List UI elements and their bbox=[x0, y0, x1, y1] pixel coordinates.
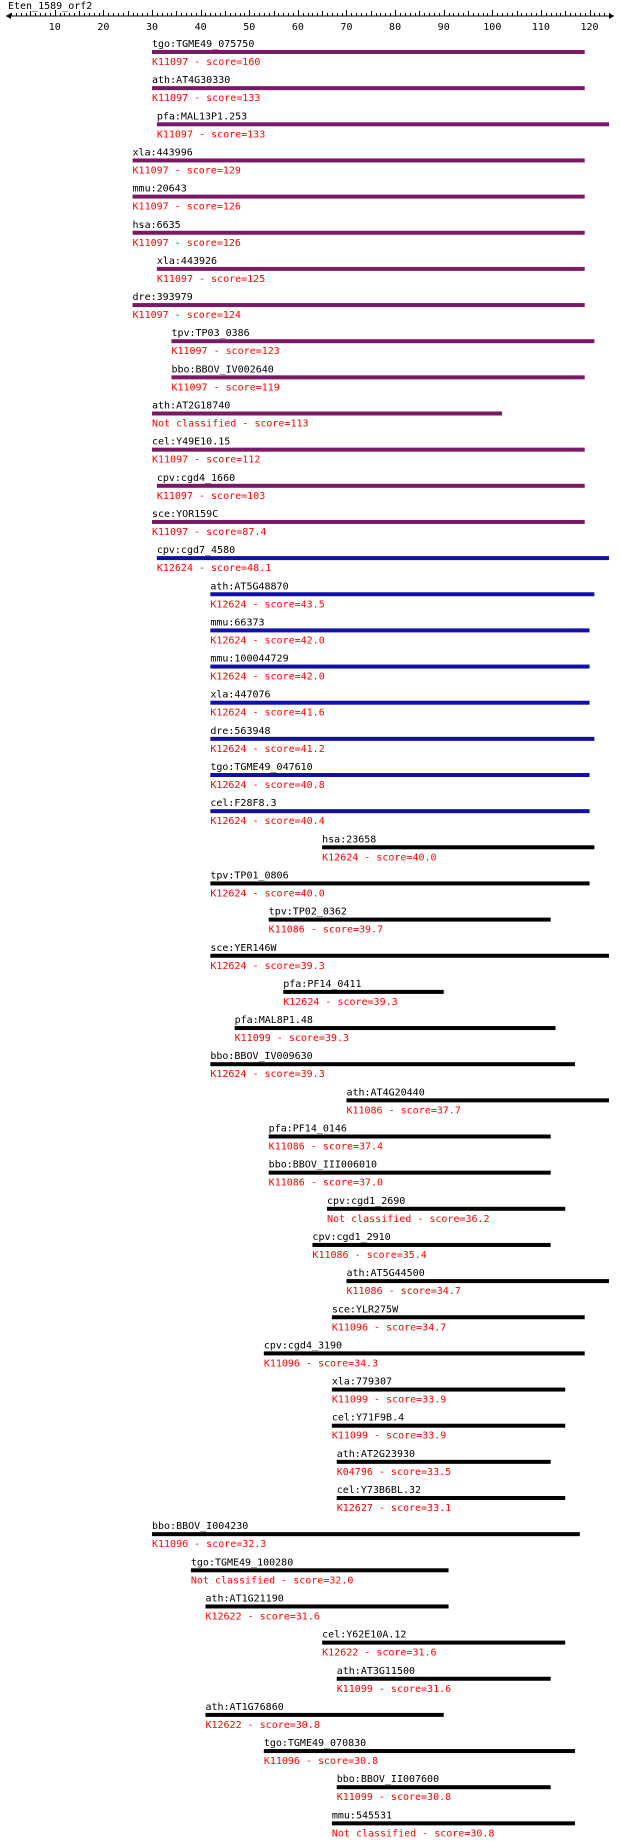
hit-annotation[interactable]: K12624 - score=40.8 bbox=[210, 780, 325, 791]
hit-annotation[interactable]: K11099 - score=31.6 bbox=[336, 1683, 452, 1695]
hit-row[interactable] bbox=[346, 1087, 609, 1116]
hit-bar[interactable] bbox=[337, 1496, 566, 1500]
hit-bar[interactable] bbox=[210, 701, 589, 705]
hit-name[interactable]: sce:YER146W bbox=[210, 942, 277, 954]
hit-row[interactable] bbox=[283, 979, 443, 1008]
axis-tick-label: 60 bbox=[291, 22, 304, 33]
hit-name[interactable]: cpv:cgd4_1660 bbox=[156, 472, 236, 484]
hit-name[interactable]: cpv:cgd1_2690 bbox=[327, 1195, 406, 1207]
hit-row[interactable] bbox=[152, 437, 585, 466]
hit-bar[interactable] bbox=[210, 592, 594, 596]
hit-list bbox=[133, 39, 609, 1839]
hit-name[interactable]: cel:Y49E10.15 bbox=[151, 436, 231, 448]
hit-bar[interactable] bbox=[133, 195, 585, 199]
hit-bar[interactable] bbox=[157, 556, 609, 560]
hit-name[interactable]: ath:AT1G76860 bbox=[205, 1701, 284, 1713]
hit-annotation[interactable]: K11096 - score=30.8 bbox=[263, 1756, 379, 1768]
hit-name[interactable]: pfa:PF14_0146 bbox=[268, 1123, 347, 1135]
hit-row[interactable] bbox=[269, 907, 551, 936]
hit-row[interactable] bbox=[210, 654, 589, 683]
hit-name[interactable]: hsa:6635 bbox=[132, 219, 181, 231]
hit-bar[interactable] bbox=[210, 954, 609, 958]
hit-name[interactable]: cpv:cgd4_3190 bbox=[263, 1340, 343, 1352]
hit-name[interactable]: cpv:cgd1_2910 bbox=[312, 1231, 391, 1243]
hit-bar[interactable] bbox=[152, 1532, 580, 1536]
hit-name[interactable]: pfa:MAL8P1.48 bbox=[234, 1015, 313, 1027]
hit-bar[interactable] bbox=[332, 1388, 565, 1392]
hit-annotation[interactable]: K11097 - score=133 bbox=[156, 129, 266, 141]
hit-bar[interactable] bbox=[346, 1098, 609, 1102]
hit-bar[interactable] bbox=[171, 339, 594, 343]
hit-row[interactable] bbox=[269, 1160, 551, 1189]
hit-row[interactable] bbox=[152, 1521, 580, 1550]
hit-bar[interactable] bbox=[133, 303, 585, 307]
hit-row[interactable] bbox=[235, 1015, 556, 1044]
hit-name[interactable]: xla:779307 bbox=[331, 1376, 393, 1388]
hit-annotation[interactable]: K11097 - score=112 bbox=[151, 454, 261, 466]
hit-row[interactable] bbox=[337, 1485, 566, 1514]
hit-row[interactable] bbox=[152, 509, 585, 538]
hit-annotation[interactable]: K11097 - score=124 bbox=[132, 310, 241, 322]
hit-row[interactable] bbox=[332, 1377, 565, 1406]
hit-bar[interactable] bbox=[283, 990, 443, 994]
hit-annotation[interactable]: K11097 - score=123 bbox=[171, 346, 280, 358]
hit-name[interactable]: tgo:TGME49_047610 bbox=[210, 762, 313, 773]
axis-arrow-left-icon bbox=[6, 13, 11, 19]
hit-bar[interactable] bbox=[327, 1207, 565, 1211]
hit-name[interactable]: xla:443926 bbox=[156, 255, 218, 267]
hit-row[interactable] bbox=[210, 943, 609, 972]
hit-annotation[interactable]: K11097 - score=119 bbox=[171, 382, 280, 394]
hit-name[interactable]: ath:AT4G20440 bbox=[346, 1087, 425, 1099]
hit-bar[interactable] bbox=[264, 1749, 575, 1753]
hit-name[interactable]: sce:YOR159C bbox=[151, 508, 219, 520]
hit-annotation[interactable]: K12622 - score=30.8 bbox=[205, 1719, 320, 1731]
hit-bar[interactable] bbox=[337, 1460, 551, 1464]
hit-row[interactable] bbox=[133, 147, 585, 176]
hit-name[interactable]: ath:AT2G23930 bbox=[336, 1448, 416, 1460]
hit-row[interactable] bbox=[346, 1268, 609, 1297]
hit-row[interactable] bbox=[332, 1810, 575, 1839]
hit-annotation[interactable]: K11099 - score=33.9 bbox=[331, 1430, 447, 1442]
hit-annotation[interactable]: K12622 - score=31.6 bbox=[322, 1647, 437, 1659]
hit-annotation[interactable]: K11096 - score=34.3 bbox=[263, 1358, 379, 1370]
hit-row[interactable] bbox=[205, 1593, 448, 1622]
hit-annotation[interactable]: K11097 - score=133 bbox=[151, 93, 261, 105]
hit-name[interactable]: ath:AT3G11500 bbox=[336, 1665, 416, 1677]
hit-annotation[interactable]: K11096 - score=34.7 bbox=[331, 1322, 447, 1334]
hit-name[interactable]: mmu:100044729 bbox=[210, 653, 289, 665]
hit-row[interactable] bbox=[332, 1304, 585, 1333]
hit-bar[interactable] bbox=[152, 448, 585, 452]
hit-annotation[interactable]: Not classified - score=113 bbox=[151, 418, 309, 430]
hit-bar[interactable] bbox=[152, 520, 585, 524]
hit-bar[interactable] bbox=[346, 1279, 609, 1283]
hit-row[interactable] bbox=[264, 1340, 585, 1369]
hit-row[interactable] bbox=[157, 545, 609, 574]
hit-row[interactable] bbox=[171, 328, 594, 357]
hit-row[interactable] bbox=[210, 690, 589, 719]
hit-bar[interactable] bbox=[152, 50, 585, 54]
axis-tick-label: 70 bbox=[340, 22, 353, 33]
hit-row[interactable] bbox=[210, 870, 589, 899]
hit-bar[interactable] bbox=[269, 918, 551, 922]
hit-bar[interactable] bbox=[235, 1026, 556, 1030]
axis-tick-label: 100 bbox=[483, 22, 502, 33]
hit-annotation[interactable]: K11086 - score=37.7 bbox=[346, 1105, 461, 1117]
hit-name[interactable]: bbo:BBOV_I004230 bbox=[151, 1521, 249, 1533]
hit-name[interactable]: ath:AT5G48870 bbox=[210, 581, 289, 593]
hit-row[interactable] bbox=[264, 1738, 575, 1767]
hit-name[interactable]: ath:AT1G21190 bbox=[205, 1593, 284, 1605]
hit-name[interactable]: cel:Y62E10A.12 bbox=[322, 1629, 407, 1641]
hit-bar[interactable] bbox=[152, 86, 585, 90]
hit-row[interactable] bbox=[157, 111, 609, 140]
hit-name[interactable]: dre:393979 bbox=[132, 292, 193, 304]
hit-annotation[interactable]: K12624 - score=40.4 bbox=[210, 816, 325, 828]
hit-row[interactable] bbox=[210, 762, 589, 791]
axis-tick-label: 80 bbox=[389, 22, 402, 33]
hit-annotation[interactable]: K11086 - score=35.4 bbox=[312, 1249, 427, 1261]
hit-annotation[interactable]: K12624 - score=48.1 bbox=[156, 563, 272, 575]
hit-annotation[interactable]: K11086 - score=34.7 bbox=[346, 1286, 461, 1298]
hit-annotation[interactable]: K11099 - score=33.9 bbox=[331, 1394, 447, 1406]
hit-bar[interactable] bbox=[337, 1785, 551, 1789]
hit-name[interactable]: cel:Y73B6BL.32 bbox=[336, 1485, 422, 1496]
hit-bar[interactable] bbox=[332, 1821, 575, 1825]
hit-row[interactable] bbox=[210, 617, 589, 646]
hit-annotation[interactable]: K11097 - score=103 bbox=[156, 490, 266, 502]
hit-annotation[interactable]: K11097 - score=87.4 bbox=[151, 526, 267, 538]
hit-bar[interactable] bbox=[205, 1604, 448, 1608]
hit-name[interactable]: tpv:TP02_0362 bbox=[268, 906, 347, 918]
hit-name[interactable]: cel:F28F8.3 bbox=[210, 798, 277, 810]
hit-bar[interactable] bbox=[133, 231, 585, 235]
hit-bar[interactable] bbox=[210, 737, 594, 741]
hit-name[interactable]: dre:563948 bbox=[210, 725, 271, 737]
hit-bar[interactable] bbox=[337, 1677, 551, 1681]
axis-tick-label: 40 bbox=[194, 22, 207, 33]
hit-row[interactable] bbox=[171, 364, 584, 393]
hit-name[interactable]: bbo:BBOV_II007600 bbox=[336, 1774, 440, 1786]
hit-bar[interactable] bbox=[210, 881, 589, 885]
hit-annotation[interactable]: K12627 - score=33.1 bbox=[336, 1503, 452, 1514]
hit-bar[interactable] bbox=[210, 773, 589, 777]
hit-bar[interactable] bbox=[264, 1351, 585, 1355]
hit-bar[interactable] bbox=[210, 809, 589, 813]
hit-name[interactable]: pfa:MAL13P1.253 bbox=[156, 111, 248, 123]
hit-annotation[interactable]: Not classified - score=32.0 bbox=[190, 1575, 354, 1587]
hit-row[interactable] bbox=[133, 292, 585, 321]
hit-bar[interactable] bbox=[322, 1641, 565, 1645]
hit-bar[interactable] bbox=[210, 1062, 575, 1066]
hit-bar[interactable] bbox=[210, 628, 589, 632]
query-title: Eten_1589_orf2 bbox=[8, 1, 93, 12]
hit-annotation[interactable]: K12624 - score=43.5 bbox=[210, 599, 325, 611]
hit-row[interactable] bbox=[191, 1557, 449, 1586]
hit-annotation[interactable]: K12624 - score=40.0 bbox=[322, 852, 437, 864]
hit-bar[interactable] bbox=[332, 1424, 565, 1428]
hit-name[interactable]: bbo:BBOV_III006010 bbox=[268, 1159, 378, 1171]
hit-bar[interactable] bbox=[269, 1171, 551, 1175]
position-axis bbox=[6, 10, 614, 33]
hit-bar[interactable] bbox=[191, 1568, 449, 1572]
hit-name[interactable]: tpv:TP01_0806 bbox=[210, 870, 289, 882]
hit-name[interactable]: tgo:TGME49_070830 bbox=[263, 1738, 367, 1750]
hit-annotation[interactable]: K12622 - score=31.6 bbox=[205, 1611, 320, 1623]
hit-name[interactable]: ath:AT2G18740 bbox=[151, 400, 231, 412]
hit-annotation[interactable]: K11099 - score=30.8 bbox=[336, 1792, 452, 1804]
hit-row[interactable] bbox=[133, 220, 585, 249]
hit-bar[interactable] bbox=[210, 665, 589, 669]
hit-name[interactable]: mmu:20643 bbox=[132, 183, 187, 195]
hit-row[interactable] bbox=[157, 473, 585, 502]
hit-name[interactable]: tgo:TGME49_100280 bbox=[190, 1557, 294, 1569]
axis-tick-label: 10 bbox=[48, 22, 61, 33]
hit-bar[interactable] bbox=[152, 412, 502, 416]
hit-annotation[interactable]: K12624 - score=41.2 bbox=[210, 743, 325, 755]
hit-annotation[interactable]: K12624 - score=39.3 bbox=[210, 960, 325, 972]
hit-bar[interactable] bbox=[171, 375, 584, 379]
hit-annotation[interactable]: K11097 - score=160 bbox=[151, 57, 261, 68]
hit-name[interactable]: cel:Y71F9B.4 bbox=[331, 1412, 405, 1424]
hit-row[interactable] bbox=[133, 184, 585, 213]
hit-annotation[interactable]: K11097 - score=125 bbox=[156, 273, 266, 285]
hit-name[interactable]: hsa:23658 bbox=[322, 834, 377, 846]
hit-row[interactable] bbox=[337, 1449, 551, 1478]
axis-tick-label: 110 bbox=[531, 22, 550, 33]
hit-annotation[interactable]: K04796 - score=33.5 bbox=[336, 1466, 452, 1478]
hit-row[interactable] bbox=[269, 1124, 551, 1153]
hit-row[interactable] bbox=[332, 1413, 565, 1442]
hit-row[interactable] bbox=[327, 1196, 565, 1225]
hit-row[interactable] bbox=[312, 1232, 550, 1261]
hit-annotation[interactable]: K11099 - score=39.3 bbox=[234, 1033, 350, 1045]
hit-name[interactable]: sce:YLR275W bbox=[331, 1304, 399, 1316]
hit-name[interactable]: tgo:TGME49_075750 bbox=[151, 39, 255, 50]
hit-name[interactable]: tpv:TP03_0386 bbox=[171, 328, 250, 340]
hit-annotation[interactable]: K11097 - score=126 bbox=[132, 237, 241, 249]
hit-bar[interactable] bbox=[157, 484, 585, 488]
hit-annotation[interactable]: K11097 - score=126 bbox=[132, 201, 241, 213]
hit-annotation[interactable]: K12624 - score=42.0 bbox=[210, 635, 325, 647]
hit-annotation[interactable]: K12624 - score=41.6 bbox=[210, 707, 325, 719]
hit-annotation[interactable]: K12624 - score=40.0 bbox=[210, 888, 325, 900]
hit-annotation[interactable]: Not classified - score=30.8 bbox=[331, 1828, 495, 1840]
hit-name[interactable]: xla:447076 bbox=[210, 689, 271, 701]
hit-bar[interactable] bbox=[269, 1135, 551, 1139]
axis-tick-label: 90 bbox=[437, 22, 450, 33]
hit-row[interactable] bbox=[337, 1774, 551, 1803]
hit-row[interactable] bbox=[210, 1051, 575, 1080]
hit-name[interactable]: bbo:BBOV_IV009630 bbox=[210, 1051, 313, 1063]
hit-row[interactable] bbox=[205, 1702, 443, 1731]
axis-tick-label: 120 bbox=[580, 22, 599, 33]
hit-annotation[interactable]: K11097 - score=129 bbox=[132, 165, 241, 177]
hit-name[interactable]: xla:443996 bbox=[132, 147, 193, 159]
hit-name[interactable]: mmu:545531 bbox=[331, 1810, 393, 1822]
hit-row[interactable] bbox=[152, 401, 502, 430]
hit-annotation[interactable]: Not classified - score=36.2 bbox=[327, 1213, 490, 1225]
axis-tick-label: 30 bbox=[145, 22, 159, 33]
hit-bar[interactable] bbox=[332, 1315, 585, 1319]
hit-annotation[interactable]: K11086 - score=37.4 bbox=[268, 1141, 384, 1153]
hit-row[interactable] bbox=[210, 798, 589, 827]
hit-bar[interactable] bbox=[157, 267, 585, 271]
hit-name[interactable]: ath:AT5G44500 bbox=[346, 1268, 425, 1280]
hit-bar[interactable] bbox=[322, 845, 594, 849]
hit-row[interactable] bbox=[210, 581, 594, 610]
hit-row[interactable] bbox=[152, 39, 585, 68]
hit-name[interactable]: bbo:BBOV_IV002640 bbox=[171, 364, 274, 376]
hit-annotation[interactable]: K12624 - score=39.3 bbox=[210, 1069, 325, 1081]
hit-bar[interactable] bbox=[312, 1243, 550, 1247]
hit-annotation[interactable]: K12624 - score=39.3 bbox=[283, 996, 398, 1008]
hit-annotation[interactable]: K11096 - score=32.3 bbox=[151, 1539, 267, 1551]
hit-name[interactable]: ath:AT4G30330 bbox=[151, 75, 231, 87]
hit-row[interactable] bbox=[210, 726, 594, 755]
hit-annotation[interactable]: K11086 - score=37.0 bbox=[268, 1177, 384, 1189]
hit-row[interactable] bbox=[322, 834, 594, 863]
hit-bar[interactable] bbox=[157, 122, 609, 126]
hit-name[interactable]: cpv:cgd7_4580 bbox=[156, 545, 236, 557]
hit-row[interactable] bbox=[322, 1630, 565, 1659]
hit-name[interactable]: pfa:PF14_0411 bbox=[283, 978, 362, 990]
axis-tick-label: 20 bbox=[97, 22, 110, 33]
hit-row[interactable] bbox=[157, 256, 585, 285]
axis-tick-label: 50 bbox=[243, 22, 256, 33]
hit-annotation[interactable]: K11086 - score=39.7 bbox=[268, 924, 384, 936]
hit-bar[interactable] bbox=[133, 158, 585, 162]
hit-row[interactable] bbox=[337, 1666, 551, 1695]
hit-name[interactable]: mmu:66373 bbox=[210, 617, 265, 629]
hit-bar[interactable] bbox=[205, 1713, 443, 1717]
hit-row[interactable] bbox=[152, 75, 585, 104]
hit-annotation[interactable]: K12624 - score=42.0 bbox=[210, 671, 325, 683]
